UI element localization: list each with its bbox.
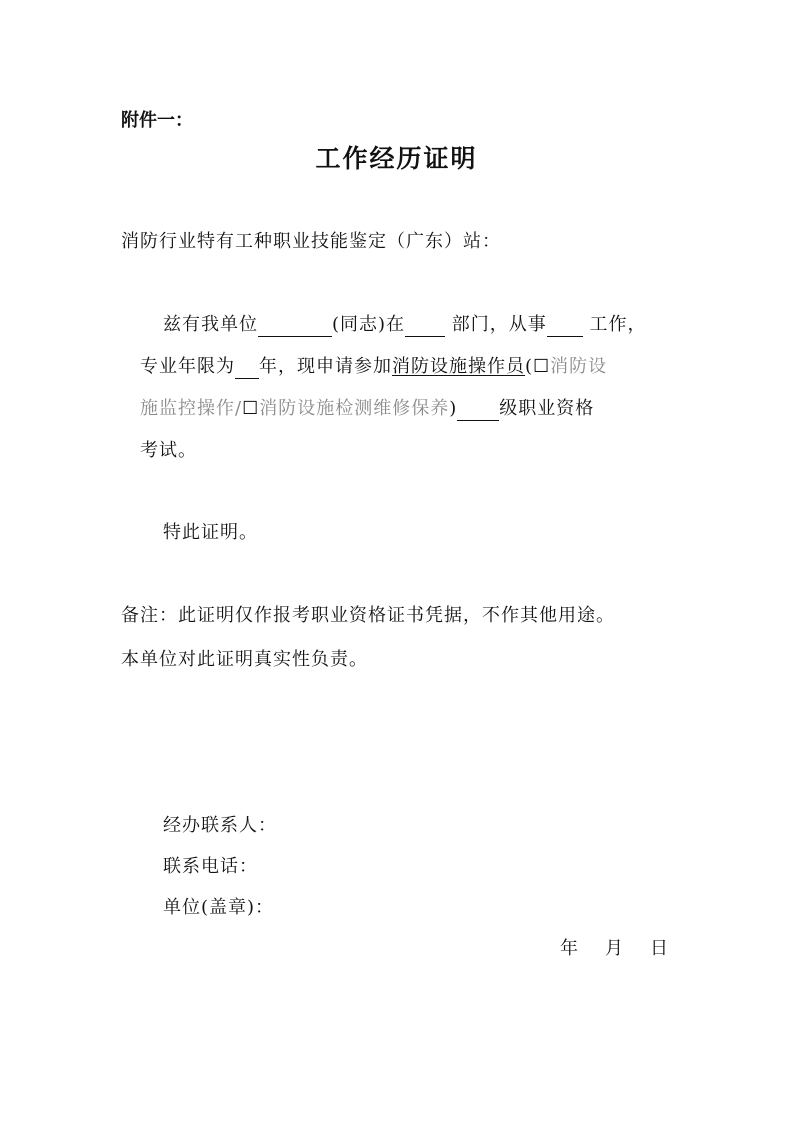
option-monitoring-part1: 消防设: [550, 356, 608, 377]
note-line-2: 本单位对此证明真实性负责。: [121, 649, 368, 670]
checkbox-icon[interactable]: ☐: [242, 398, 260, 419]
body-text: 兹有我单位: [163, 314, 258, 335]
paren-open: (: [525, 356, 534, 377]
body-text: 工作，: [589, 314, 647, 335]
addressee-line: 消防行业特有工种职业技能鉴定（广东）站：: [121, 231, 501, 252]
body-text: 级职业资格: [499, 398, 595, 419]
option-fire-facility-operator: 消防设施操作员: [392, 356, 525, 377]
paren-close: ): [449, 398, 458, 419]
level-blank[interactable]: [457, 400, 499, 421]
contact-person-label: 经办联系人：: [163, 815, 277, 836]
body-line-1: [163, 313, 647, 337]
attachment-label: 附件一：: [121, 110, 193, 131]
unit-seal-label: 单位(盖章)：: [163, 897, 275, 918]
date-day: 日: [650, 938, 669, 959]
certify-line: 特此证明。: [163, 522, 258, 543]
name-blank[interactable]: [258, 316, 332, 337]
body-line-4: 考试。: [140, 440, 197, 461]
body-line-3: [140, 397, 594, 421]
option-inspection-maintenance: 消防设施检测维修保养: [259, 398, 450, 419]
phone-label: 联系电话：: [163, 856, 258, 877]
date-line: [560, 937, 669, 961]
department-blank[interactable]: [405, 316, 445, 337]
option-monitoring-part2: 施监控操作/: [140, 398, 243, 419]
checkbox-icon[interactable]: ☐: [533, 356, 551, 377]
body-line-2: [140, 355, 607, 379]
date-year: 年: [560, 938, 579, 959]
body-text: 年，现申请参加: [259, 356, 392, 377]
body-text: 专业年限为: [140, 356, 235, 377]
job-blank[interactable]: [547, 316, 583, 337]
date-month: 月: [605, 938, 624, 959]
page-title: 工作经历证明: [315, 144, 478, 173]
note-line-1: 备注：此证明仅作报考职业资格证书凭据，不作其他用途。: [121, 605, 615, 626]
body-text: 部门，从事: [451, 314, 547, 335]
body-text: (同志)在: [332, 314, 406, 335]
years-blank[interactable]: [235, 358, 259, 379]
